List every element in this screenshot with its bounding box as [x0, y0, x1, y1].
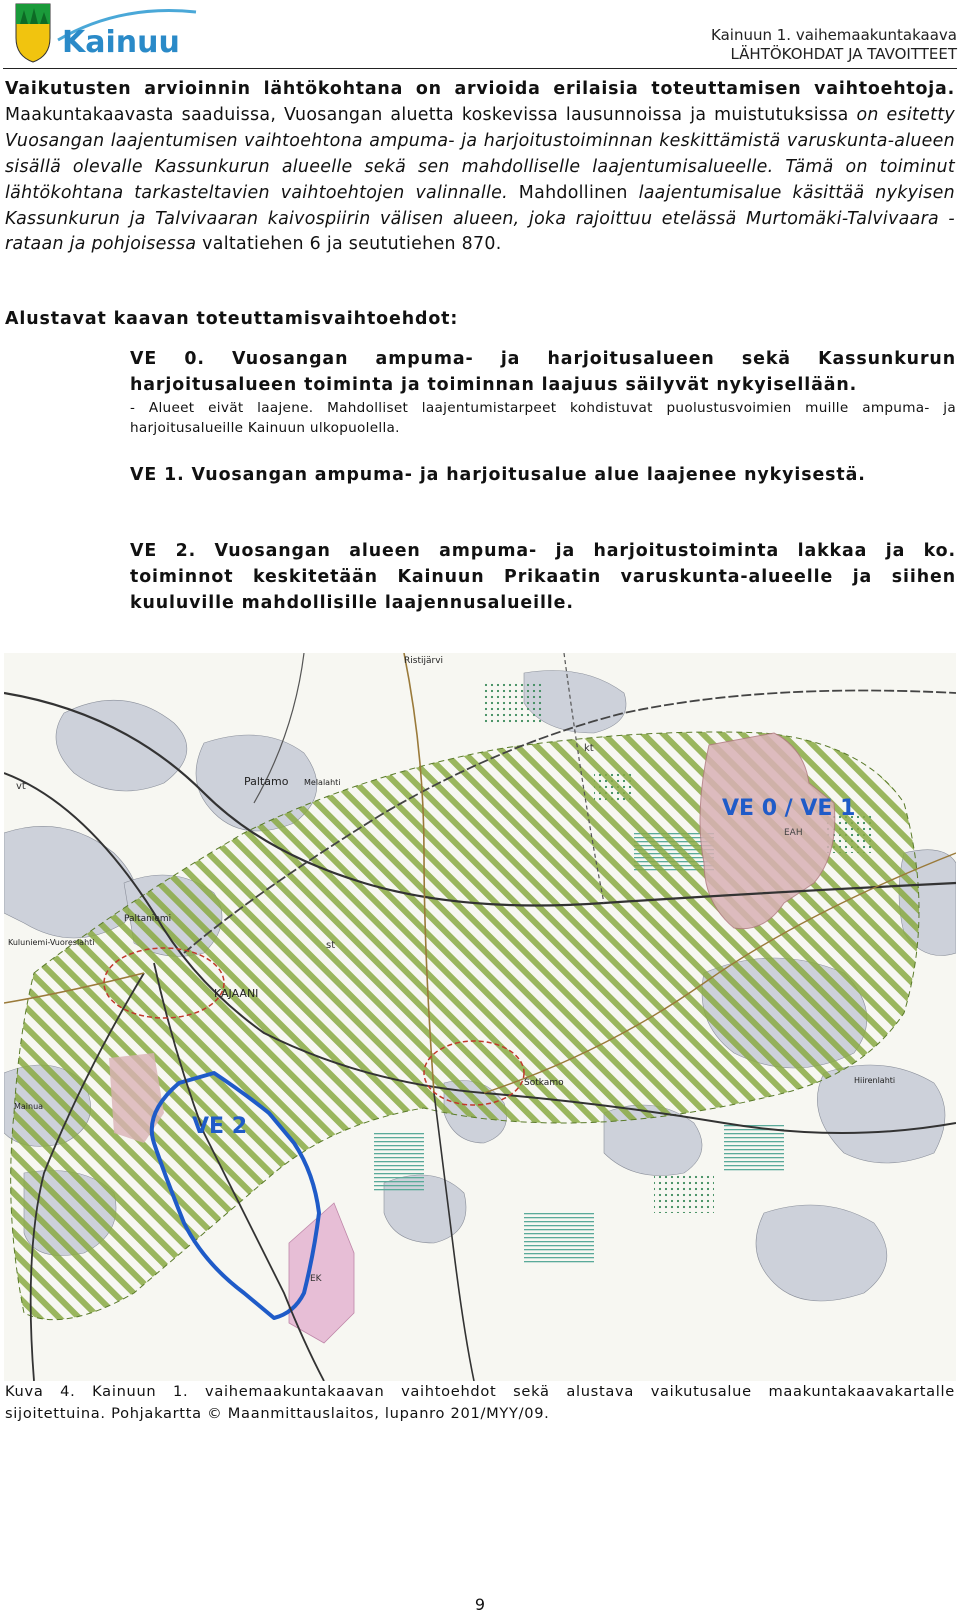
section-heading: Alustavat kaavan toteuttamisvaihtoehdot: — [5, 309, 459, 329]
kainuu-logo — [10, 0, 200, 66]
label-kajaani: KAJAANI — [214, 987, 259, 1000]
alternative-ve0 — [130, 346, 956, 438]
label-ve2: VE 2 — [192, 1114, 248, 1139]
label-sotkamo: Sotkamo — [524, 1078, 564, 1088]
figure-caption: Kuva 4. Kainuun 1. vaihemaakuntakaavan vaihtoehdot sekä alustava vaikutusalue maakuntakaavakartalle sijoitettuina. Pohjakartta © Maanmittauslaitos, lupanro 201/MYY/09. — [5, 1383, 955, 1422]
label-melalahti: Melalahti — [304, 778, 341, 787]
label-ristijarvi: Ristijärvi — [404, 656, 444, 666]
document-title-block — [711, 26, 957, 64]
label-ve01: VE 0 / VE 1 — [722, 796, 856, 821]
alternative-title: VE 1. Vuosangan ampuma- ja harjoitusalue alue laajenee nykyisestä. — [130, 465, 866, 485]
label-eah: EAH — [784, 828, 803, 838]
header-divider — [3, 68, 957, 69]
intro-italic-2: laajentumisalue käsittää nykyisen Kassunkurun ja Talvivaaran kaivospiirin välisen alueen, joka rajoittuu etelässä Murtomäki-Talvivaara -rataan ja pohjoisessa — [5, 182, 955, 255]
logo-wordmark: Kainuu — [62, 25, 180, 60]
label-hiidenlahti: Hiirenlahti — [854, 1076, 896, 1085]
page-header — [0, 0, 960, 72]
alternative-title: VE 2. Vuosangan alueen ampuma- ja harjoitustoiminta lakkaa ja ko. toiminnot keskitetään Kainuun Prikaatin varuskunta-alueelle ja siihen kuuluville mahdollisille laajennusalueille. — [130, 541, 956, 613]
intro-text-1: Maakuntakaavasta saaduissa, Vuosangan aluetta koskevissa lausunnoissa ja muistutuksissa — [5, 104, 857, 125]
page-number: 9 — [474, 1595, 486, 1614]
regional-plan-map — [4, 653, 956, 1381]
label-paltaniemi: Paltaniemi — [124, 914, 172, 924]
map-svg — [4, 653, 956, 1381]
alternative-title: VE 0. Vuosangan ampuma- ja harjoitusalueen sekä Kassunkurun harjoitusalueen toiminta ja toiminnan laajuus säilyvät nykyisellään. — [130, 349, 956, 395]
intro-italic-1: on esitetty Vuosangan laajentumisen vaihtoehtona ampuma- ja harjoitustoiminnan keskittämistä varuskunta-alueen sisällä olevalle Kassunkurun alueelle sekä sen mahdolliselle laajentumisalueelle. Tämä on toiminut lähtökohtana tarkasteltavien vaihtoehtojen valinnalle. — [5, 104, 955, 203]
label-mainua: Mainua — [14, 1102, 44, 1111]
intro-text-3: valtatiehen 6 ja seututiehen 870. — [196, 234, 502, 255]
document-subtitle: LÄHTÖKOHDAT JA TAVOITTEET — [730, 45, 957, 63]
intro-bold-lead: Vaikutusten arvioinnin lähtökohtana on arvioida erilaisia toteuttamisen vaihtoehtoja. — [5, 79, 955, 99]
document-title: Kainuun 1. vaihemaakuntakaava — [711, 26, 957, 44]
label-ek: EK — [310, 1274, 322, 1284]
intro-paragraph — [5, 77, 955, 258]
label-vuoreslahti: Kuluniemi-Vuoreslahti — [8, 938, 95, 947]
alternative-ve1 — [130, 462, 956, 488]
alternative-note: - Alueet eivät laajene. Mahdolliset laajentumistarpeet kohdistuvat puolustusvoimien muille ampuma- ja harjoitusalueille Kainuun ulkopuolella. — [130, 400, 956, 436]
label-st: st — [326, 940, 336, 951]
alternative-ve2 — [130, 538, 956, 616]
intro-text-2: Mahdollinen — [507, 182, 639, 203]
label-paltamo: Paltamo — [244, 775, 289, 788]
label-kt: kt — [584, 743, 594, 754]
coat-of-arms-icon — [16, 4, 50, 62]
label-vt: vt — [16, 781, 26, 792]
